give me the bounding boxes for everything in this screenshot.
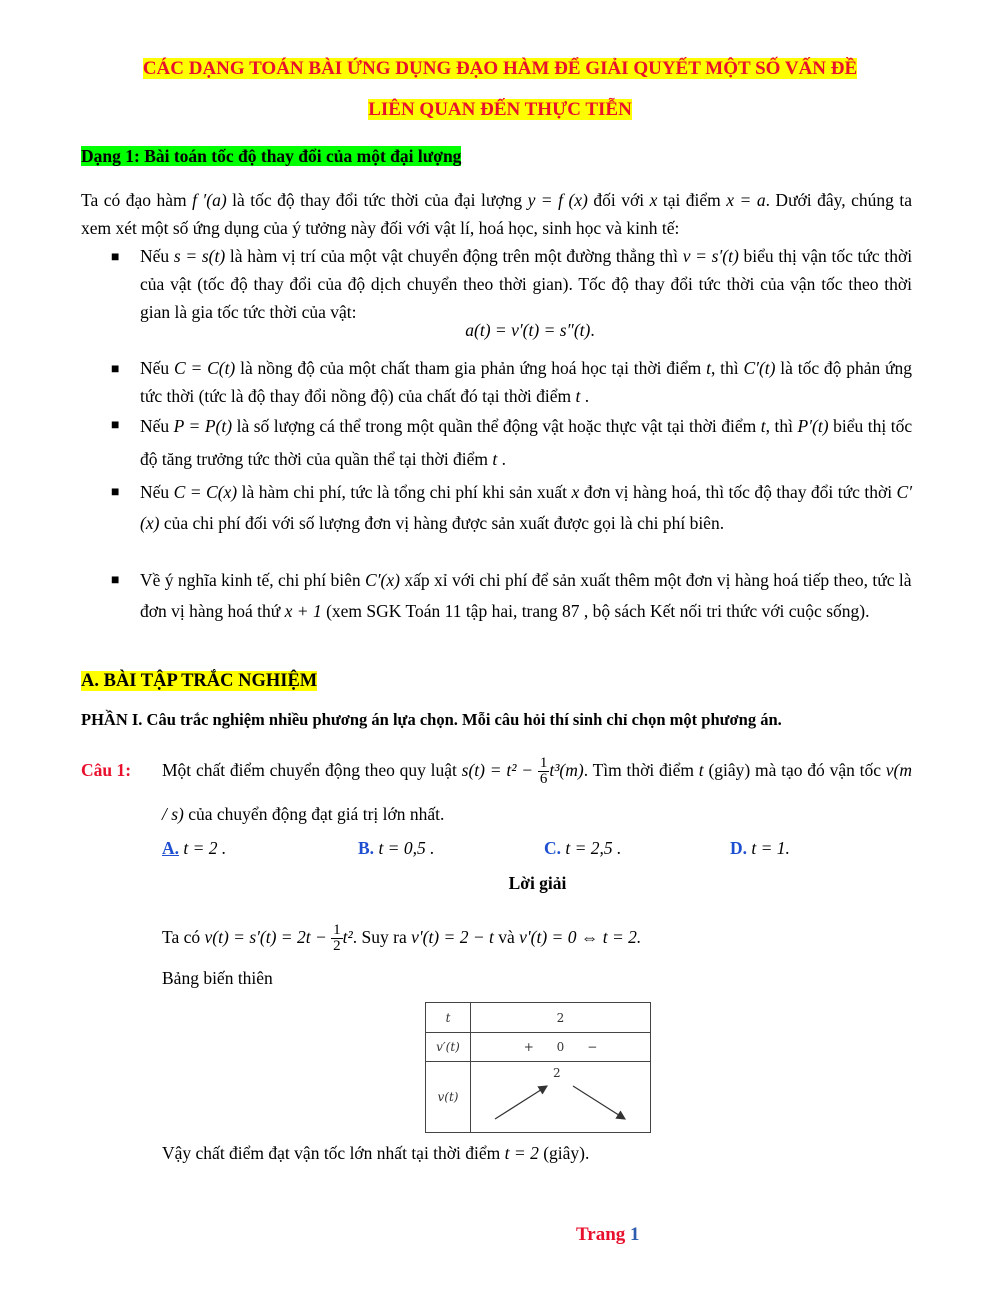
row-function-label: v(t) [426, 1062, 471, 1133]
solution-conclusion: Vậy chất điểm đạt vận tốc lớn nhất tại thời điểm t = 2 (giây). [162, 1143, 590, 1163]
question-1-label: Câu 1: [81, 760, 132, 780]
bullet-icon: ■ [111, 573, 120, 588]
bullet-3: Nếu P = P(t) là số lượng cá thể trong một quần thể động vật hoặc thực vật tại thời điểm t, thì P′(t) biểu thị tốc độ tăng trưởng tức thời của quần thể tại thời điểm t . [140, 416, 913, 469]
row-derivative-signs: + 0 − [471, 1033, 651, 1062]
bullet-2: Nếu C = C(t) là nồng độ của một chất tham gia phản ứng hoá học tại thời điểm t, thì C′(t) là tốc độ phản ứng tức thời (tức là độ thay đổi nồng độ) của chất đó tại thời điểm t . [140, 358, 913, 406]
bullet-icon: ■ [111, 485, 120, 500]
increasing-arrow [495, 1086, 547, 1119]
bullet-4: Nếu C = C(x) là hàm chi phí, tức là tổng chi phí khi sản xuất x đơn vị hàng hoá, thì tốc độ thay đổi tức thời C′(x) của chi phí đối với số lượng đơn vị hàng được sản xuất được gọi là chi phí biên. [140, 482, 913, 533]
row-t-label: t [426, 1003, 471, 1033]
bullet-1: Nếu s = s(t) là hàm vị trí của một vật chuyển động trên một đường thẳng thì v = s′(t) biểu thị vận tốc tức thời của vật (tốc độ thay đổi của độ dịch chuyển theo thời gian). Tốc độ thay đổi tức thời của vận tốc theo thời gian là gia tốc tức thời của vật: [140, 246, 913, 322]
bullet-icon: ■ [111, 362, 120, 377]
part-1-instruction: PHẦN I. Câu trắc nghiệm nhiều phương án lựa chọn. Mỗi câu hỏi thí sinh chỉ chọn một phương án. [81, 710, 782, 729]
bullet-5: Về ý nghĩa kinh tế, chi phí biên C′(x) xấp xỉ với chi phí để sản xuất thêm một đơn vị hàng hoá tiếp theo, tức là đơn vị hàng hoá thứ x + 1 (xem SGK Toán 11 tập hai, trang 87 , bộ sách Kết nối tri thức với cuộc sống). [140, 570, 912, 621]
option-d[interactable]: D. t = 1. [730, 838, 790, 858]
dang-1-heading: Dạng 1: Bài toán tốc độ thay đổi của một đại lượng [81, 146, 462, 166]
title-line-2: LIÊN QUAN ĐẾN THỰC TIỄN [368, 99, 632, 120]
variation-table [425, 1002, 651, 1133]
question-1-text: Một chất điểm chuyển động theo quy luật s(t) = t² − $\frac{1}{6}$ t³(m). Tìm thời điểm t (giây) mà tạo đó vận tốc v(m / s) của chuyển động đạt giá trị lớn nhất. [162, 755, 913, 824]
section-a-heading: A. BÀI TẬP TRẮC NGHIỆM [81, 671, 318, 691]
variation-arrows [471, 1062, 653, 1132]
acceleration-formula: a(t) = v′(t) = s″(t). [465, 320, 595, 340]
option-a[interactable]: A. t = 2 . [162, 838, 227, 858]
max-value: 2 [553, 1066, 561, 1080]
solution-heading: Lời giải [508, 873, 567, 893]
decreasing-arrow [573, 1086, 625, 1119]
bullet-icon: ■ [111, 250, 120, 265]
row-t-value: 2 [471, 1003, 651, 1033]
row-function-variation [471, 1062, 651, 1133]
option-b[interactable]: B. t = 0,5 . [358, 838, 435, 858]
option-c[interactable]: C. t = 2,5 . [544, 838, 622, 858]
variation-table-label: Bảng biến thiên [162, 968, 273, 988]
intro-paragraph: Ta có đạo hàm f ′(a) là tốc độ thay đổi tức thời của đại lượng y = f (x) đối với x tại điểm x = a. Dưới đây, chúng ta xem xét một số ứng dụng của ý tưởng này đối với vật lí, hoá học, sinh học và kinh tế: [81, 190, 913, 238]
solution-line-1: Ta có v(t) = s'(t) = 2t − $\frac{1}{2}$ t². Suy ra v'(t) = 2 − t và v'(t) = 0 ⇔ t = 2. [162, 922, 642, 955]
title-line-1: CÁC DẠNG TOÁN BÀI ỨNG DỤNG ĐẠO HÀM ĐỂ GIẢI QUYẾT MỘT SỐ VẤN ĐỀ [142, 58, 858, 79]
page-footer: Trang 1 [576, 1224, 640, 1245]
bullet-icon: ■ [111, 418, 120, 433]
row-derivative-label: v′(t) [426, 1033, 471, 1062]
